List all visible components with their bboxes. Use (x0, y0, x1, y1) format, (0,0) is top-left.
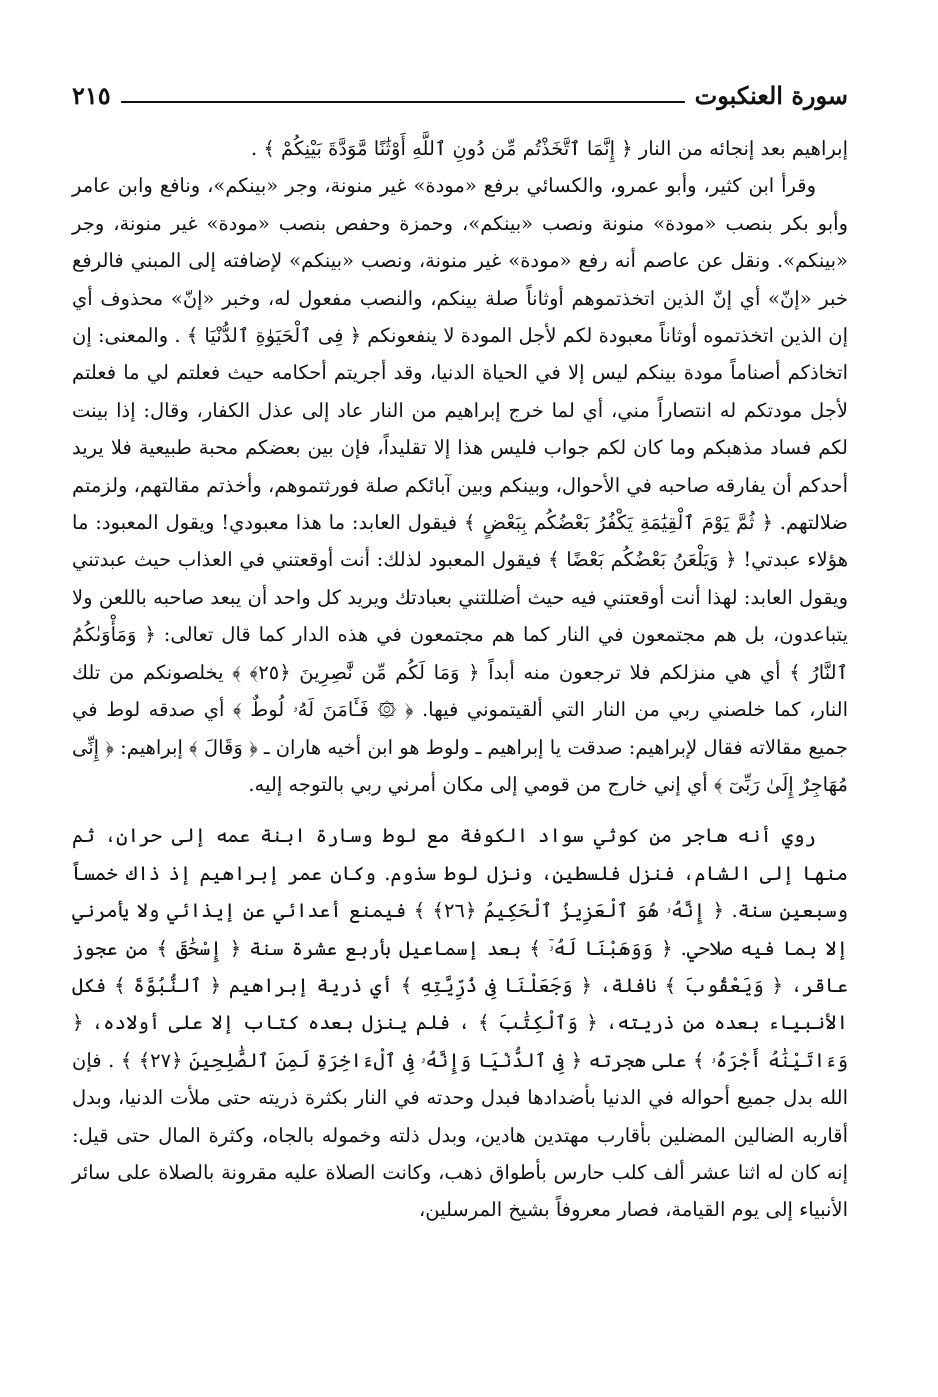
page-number: ٢١٥ (72, 81, 111, 110)
page-header (72, 72, 848, 108)
paragraph-2: وقرأ ابن كثير، وأبو عمرو، والكسائي برفع «مودة» غير منونة، وجر «بينكم»، ونافع وابن عامر وأبو بكر بنصب «مودة» منونة ونصب «بينكم»، وحمزة وحفص بنصب «مودة» غير منونة، وجر «بينكم». ونقل عن عاصم أنه رفع «مودة» غير منونة، ونصب «بينكم» لإضافته إلى المبني فالرفع خبر «إنّ» أي إنّ الذين اتخذتموهم أوثاناً صلة بينكم، والنصب مفعول له، وخبر «إنّ» محذوف أي إن الذين اتخذتموه أوثاناً معبودة لكم لأجل المودة لا ينفعونكم ﴿ فِى ٱلْحَيَوٰةِ ٱلدُّنْيَا ﴾ . والمعنى: إن اتخاذكم أصناماً مودة بينكم ليس إلا في الحياة الدنيا، وقد أجريتم أحكامه حيث فعلتم لي ما فعلتم لأجل مودتكم له انتصاراً مني، أي لما خرج إبراهيم من النار عاد إلى عذل الكفار، وقال: إذا بينت لكم فساد مذهبكم وما كان لكم جواب فليس هذا إلا تقليداً، فإن بين بعضكم محبة طبيعية فلا يريد أحدكم أن يفارقه صاحبه في الأحوال، وبينكم وبين آبائكم صلة فورثتموهم، وأخذتم مقالتهم، ولزمتم ضلالتهم. ﴿ ثُمَّ يَوْمَ ٱلْقِيَٰمَةِ يَكْفُرُ بَعْضُكُم بِبَعْضٍ ﴾ فيقول العابد: ما هذا معبودي! ويقول المعبود: ما هؤلاء عبدتي! ﴿ وَيَلْعَنُ بَعْضُكُم بَعْضًا ﴾ فيقول المعبود لذلك: أنت أوقعتني في العذاب حيث عبدتني ويقول العابد: لهذا أنت أوقعتني فيه حيث أضللتني بعبادتك ويريد كل واحد أن يبعد صاحبه باللعن ولا يتباعدون، بل هم مجتمعون في النار كما هم مجتمعون في هذه الدار كما قال تعالى: ﴿ وَمَأْوَىٰكُمُ ٱلنَّارُ ﴾ أي هي منزلكم فلا ترجعون منه أبداً ﴿ وَمَا لَكُم مِّن نَّٰصِرِينَ ﴿٢٥﴾ ﴾ يخلصونكم من تلك النار، كما خلصني ربي من النار التي ألقيتموني فيها. ﴿ ۞ فَـَٔامَنَ لَهُۥ لُوطٌ ﴾ أي صدقه لوط في جميع مقالاته فقال لإبراهيم: صدقت يا إبراهيم ـ ولوط هو ابن أخيه هاران ـ ﴿ وَقَالَ ﴾ إبراهيم: ﴿ إِنِّى مُهَاجِرٌ إِلَىٰ رَبِّىٓ ﴾ أي إني خارج من قومي إلى مكان أمرني ربي بالتوجه إليه. (72, 174, 848, 796)
page-body (72, 130, 848, 1229)
paragraph-1: إبراهيم بعد إنجائه من النار ﴿ إِنَّمَا ٱتَّخَذْتُم مِّن دُونِ ٱللَّهِ أَوْثَٰنًا مَّوَدَّةَ بَيْنِكُمْ ﴾ . (251, 137, 848, 160)
paragraph-3: روي أنه هاجر من كوثي سواد الكوفة مع لوط وسارة ابنة عمه إلى حران، ثم منها إلى الشام، فنزل فلسطين، ونزل لوط سذوم. وكان عمر إبراهيم إذ ذاك خمساً وسبعين سنة. ﴿ إِنَّهُۥ هُوَ ٱلْعَزِيزُ ٱلْحَكِيمُ ﴿٢٦﴾ ﴾ فيمنع أعدائي عن إيذائي ولا يأمرني إلا بما فيه صلاحي. ﴿ وَوَهَبْنَا لَهُۥٓ ﴾ بعد إسماعيل بأربع عشرة سنة ﴿ إِسْحَٰقَ ﴾ من عجوز عاقر، ﴿ وَيَعْقُوبَ ﴾ نافلة، ﴿ وَجَعَلْنَا فِى ذُرِّيَّتِهِ ﴾ أي ذرية إبراهيم ﴿ ٱلنُّبُوَّةَ ﴾ فكل الأنبياء بعده من ذريته، ﴿ وَٱلْكِتَٰبَ ﴾ ، فلم ينزل بعده كتاب إلا على أولاده، ﴿ وَءَاتَيْنَٰهُ أَجْرَهُۥ ﴾ على هجرته ﴿ فِى ٱلدُّنْيَا وَإِنَّهُۥ فِى ٱلْءَاخِرَةِ لَمِنَ ٱلصَّٰلِحِينَ ﴿٢٧﴾ ﴾ . فإن الله بدل جميع أحواله في الدنيا بأضدادها فبدل وحدته في النار بكثرة ذريته حتى ملأت الدنيا، وبدل أقاربه الضالين المضلين بأقارب مهتدين هادين، وبدل ذلته وخموله بالجاه، وكثرة المال حتى قيل: إنه كان له اثنا عشر ألف كلب حارس بأطواق ذهب، وكانت الصلاة عليه مقرونة بالصلاة على سائر الأنبياء إلى يوم القيامة، فصار معروفاً بشيخ المرسلين، (72, 824, 848, 1222)
surah-title: سورة العنكبوت (694, 81, 848, 110)
header-rule (121, 101, 685, 103)
